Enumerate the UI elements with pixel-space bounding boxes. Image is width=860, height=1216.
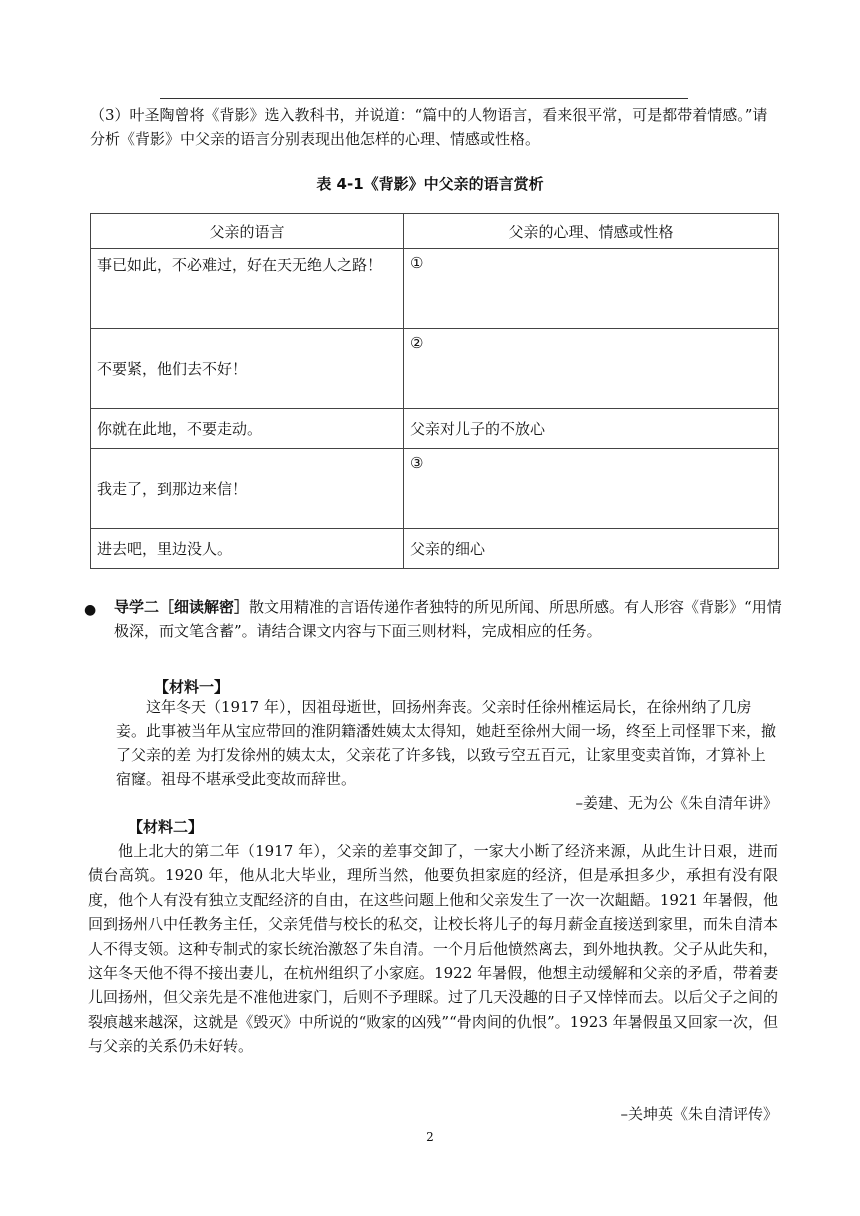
bullet-icon: ● (84, 602, 97, 618)
question-3: （3）叶圣陶曾将《背影》选入教科书，并说道：“篇中的人物语言，看来很平常，可是都带着情感。”请分析《背影》中父亲的语言分别表现出他怎样的心理、情感或性格。 (90, 106, 768, 148)
speech-cell: 进去吧，里边没人。 (91, 529, 404, 569)
material-2-body: 他上北大的第二年（1917 年），父亲的差事交卸了，一家大小断了经济来源，从此生计日艰，进而债台高筑。1920 年，他从北大毕业，理所当然，他要负担家庭的经济，但是承担多少，承担有没有限度，他个人有没有独立支配经济的自由，在这些问题上他和父亲发生了一次一次龃龉。1921 年暑假，他回到扬州八中任教务主任，父亲凭借与校长的私交，让校长将儿子的每月薪金直接送到家里，而朱自清本人不得支领。这种专制式的家长统治激怒了朱自清。一个月后他愤然离去，到外地执教。父子从此失和，这年冬天他不得不接出妻儿，在杭州组织了小家庭。1922 年暑假，他想主动缓解和父亲的矛盾，带着妻儿回扬州，但父亲先是不准他进家门，后则不予理睬。过了几天没趣的日子又悻悻而去。以后父子之间的裂痕越来越深，这就是《毁灭》中所说的“败家的凶残”“骨肉间的仇恨”。1923 年暑假虽又回家一次，但与父亲的关系仍未好转。 (88, 842, 779, 1056)
guide-body: 散文用精准的言语传递作者独特的所见所闻、所思所感。有人形容《背影》“用情极深，而文笔含蓄”。请结合课文内容与下面三则材料，完成相应的任务。 (114, 598, 782, 640)
analysis-cell: 父亲的细心 (404, 529, 779, 569)
table-row (91, 529, 779, 569)
material-1-title: 【材料一】 (154, 678, 230, 696)
guide-text (114, 595, 784, 643)
table-row (91, 449, 779, 529)
table-row (91, 329, 779, 409)
answer-cell[interactable]: ① (404, 249, 779, 329)
material-1-body: 这年冬天（1917 年），因祖母逝世，回扬州奔丧。父亲时任徐州榷运局长，在徐州纳了几房妾。此事被当年从宝应带回的淮阴籍潘姓姨太太得知，她赶至徐州大闹一场，终至上司怪罪下来，撤了父亲的差 为打发徐州的姨太太，父亲花了许多钱，以致亏空五百元，让家里变卖首饰，才算补上宿窿。祖母不堪承受此变故而辞世。 (116, 698, 777, 788)
header-speech: 父亲的语言 (91, 214, 404, 249)
material-2-title: 【材料二】 (128, 818, 204, 836)
answer-cell[interactable]: ③ (404, 449, 779, 529)
speech-cell: 不要紧，他们去不好！ (91, 329, 404, 409)
page-number: 2 (426, 1130, 434, 1144)
analysis-table (90, 213, 779, 569)
analysis-cell: 父亲对儿子的不放心 (404, 409, 779, 449)
material-2-source: –关坤英《朱自清评传》 (620, 1105, 778, 1123)
material-1-source: –姜建、无为公《朱自清年讲》 (575, 794, 778, 812)
table-header-row (91, 214, 779, 249)
guide-section (84, 595, 784, 643)
speech-cell: 你就在此地，不要走动。 (91, 409, 404, 449)
header-analysis: 父亲的心理、情感或性格 (404, 214, 779, 249)
speech-cell: 事已如此，不必难过，好在天无绝人之路！ (91, 249, 404, 329)
answer-cell[interactable]: ② (404, 329, 779, 409)
answer-line (160, 98, 688, 99)
speech-cell: 我走了，到那边来信！ (91, 449, 404, 529)
table-row (91, 409, 779, 449)
guide-label: 导学二［细读解密］ (114, 598, 250, 616)
table-row (91, 249, 779, 329)
table-caption: 表 4-1《背影》中父亲的语言赏析 (316, 175, 544, 193)
